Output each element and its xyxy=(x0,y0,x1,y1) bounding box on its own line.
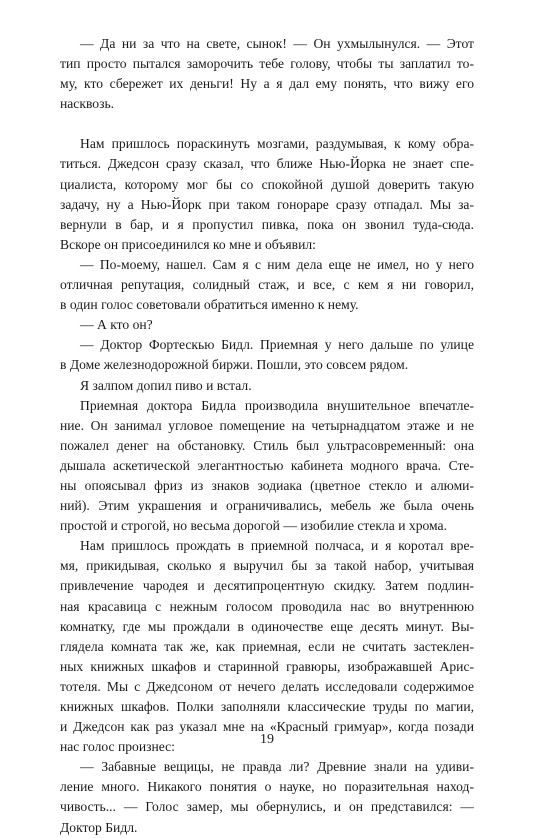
text-line: привлечение чародея и десятипроцентную скидку. Затем подлин- xyxy=(60,578,474,594)
page-number: 19 xyxy=(260,732,274,747)
text-line: — Да ни за что на свете, сынок! — Он ухмылынулся. — Этот xyxy=(80,36,474,51)
text-line: задачу, ну а Нью-Йорк при таком гонораре сразу отпадал. Мы за- xyxy=(60,196,474,212)
text-line: — Забавные вещицы, не правда ли? Древние знали на удиви- xyxy=(80,759,474,775)
text-line: — А кто он? xyxy=(80,317,153,333)
text-line: вернули в бар, и я пропустил пивка, пока он звонил туда-сюда. xyxy=(60,216,474,232)
text-line: — Доктор Фортескью Бидл. Приемная у него дальше по улице xyxy=(80,337,474,353)
text-line: тип просто пытался заморочить тебе голову, чтобы ты заплатил то- xyxy=(60,56,474,72)
text-line: ний). Этим украшения и ограничивались, мебель же была очень xyxy=(60,498,474,514)
text-line: в Доме железнодорожной биржи. Пошли, это совсем рядом. xyxy=(60,357,409,373)
text-line: мя, прикидывая, сколько я выручил бы за такой набор, учитывая xyxy=(60,558,474,574)
text-line: нас голос произнес: xyxy=(60,739,175,755)
text-line: ная красавица с нежным голосом проводила нас во внутреннюю xyxy=(60,598,474,614)
text-line: — По-моему, нашел. Сам я с ним дела еще не имел, но у него xyxy=(80,256,474,272)
book-page-text xyxy=(60,34,474,838)
text-line: дышала аскетической элегантностью кабинета модного врача. Сте- xyxy=(60,457,474,473)
text-line: Приемная доктора Бидла производила внушительное впечатле- xyxy=(80,397,474,413)
paragraph xyxy=(60,376,474,396)
text-line: и Джедсон как раз указал мне на «Красный гримуар», когда позади xyxy=(60,719,474,735)
text-line: Доктор Бидл. xyxy=(60,819,138,835)
text-line: чивость... — Голос замер, мы обернулись, и он представился: — xyxy=(60,799,474,815)
text-line: насквозь. xyxy=(60,96,115,112)
text-line: му, кто сбережет их деньги! Ну а я дал ему понять, что вижу его xyxy=(60,76,474,92)
paragraph xyxy=(60,396,474,537)
text-line: Нам пришлось прождать в приемной полчаса, и я коротал вре- xyxy=(80,538,474,554)
text-line: ние. Он занимал угловое помещение на четырнадцатом этаже и не xyxy=(60,417,474,433)
paragraph xyxy=(60,134,474,255)
paragraph xyxy=(60,315,474,335)
text-line: титься. Джедсон сразу сказал, что ближе Нью-Йорка не знает спе- xyxy=(60,156,474,172)
text-line: книжных шкафов. Полки заполняли классические труды по магии, xyxy=(60,699,474,714)
text-line: отличная репутация, солидный стаж, и все, с кем я ни говорил, xyxy=(60,277,474,293)
text-line: ление много. Никакого понятия о науке, но поразительная наход- xyxy=(60,779,474,795)
text-line: пожалел денег на обстановку. Стиль был ультрасовременный: она xyxy=(60,437,474,453)
text-line: ны опоясывал фриз из знаков зодиака (цветное стекло и алюми- xyxy=(60,477,474,493)
text-line: Я залпом допил пиво и встал. xyxy=(80,377,252,393)
text-line: глядела комната так же, как приемная, если не считать застеклен- xyxy=(60,638,474,654)
text-line: ных книжных шкафов и старинной гравюры, изображавшей Арис- xyxy=(60,658,474,674)
paragraph xyxy=(60,536,474,757)
text-line: Нам пришлось пораскинуть мозгами, раздумывая, к кому обра- xyxy=(80,136,474,152)
paragraph xyxy=(60,255,474,315)
text-line: простой и строгой, но весьма дорогой — изобилие стекла и хрома. xyxy=(60,518,447,534)
paragraph-gap xyxy=(60,114,474,134)
text-line: тотеля. Мы с Джедсоном от нечего делать исследовали содержимое xyxy=(60,678,474,694)
text-line: Вскоре он присоединился ко мне и объявил: xyxy=(60,236,316,252)
paragraph xyxy=(60,757,474,837)
text-line: в один голос советовали обратиться именно к нему. xyxy=(60,297,359,313)
text-line: циалиста, которому мог бы со спокойной душой доверить такую xyxy=(60,176,474,192)
text-line: комнатку, где мы прождали в одиночестве еще десять минут. Вы- xyxy=(60,618,474,634)
paragraph xyxy=(60,335,474,375)
paragraph xyxy=(60,34,474,114)
